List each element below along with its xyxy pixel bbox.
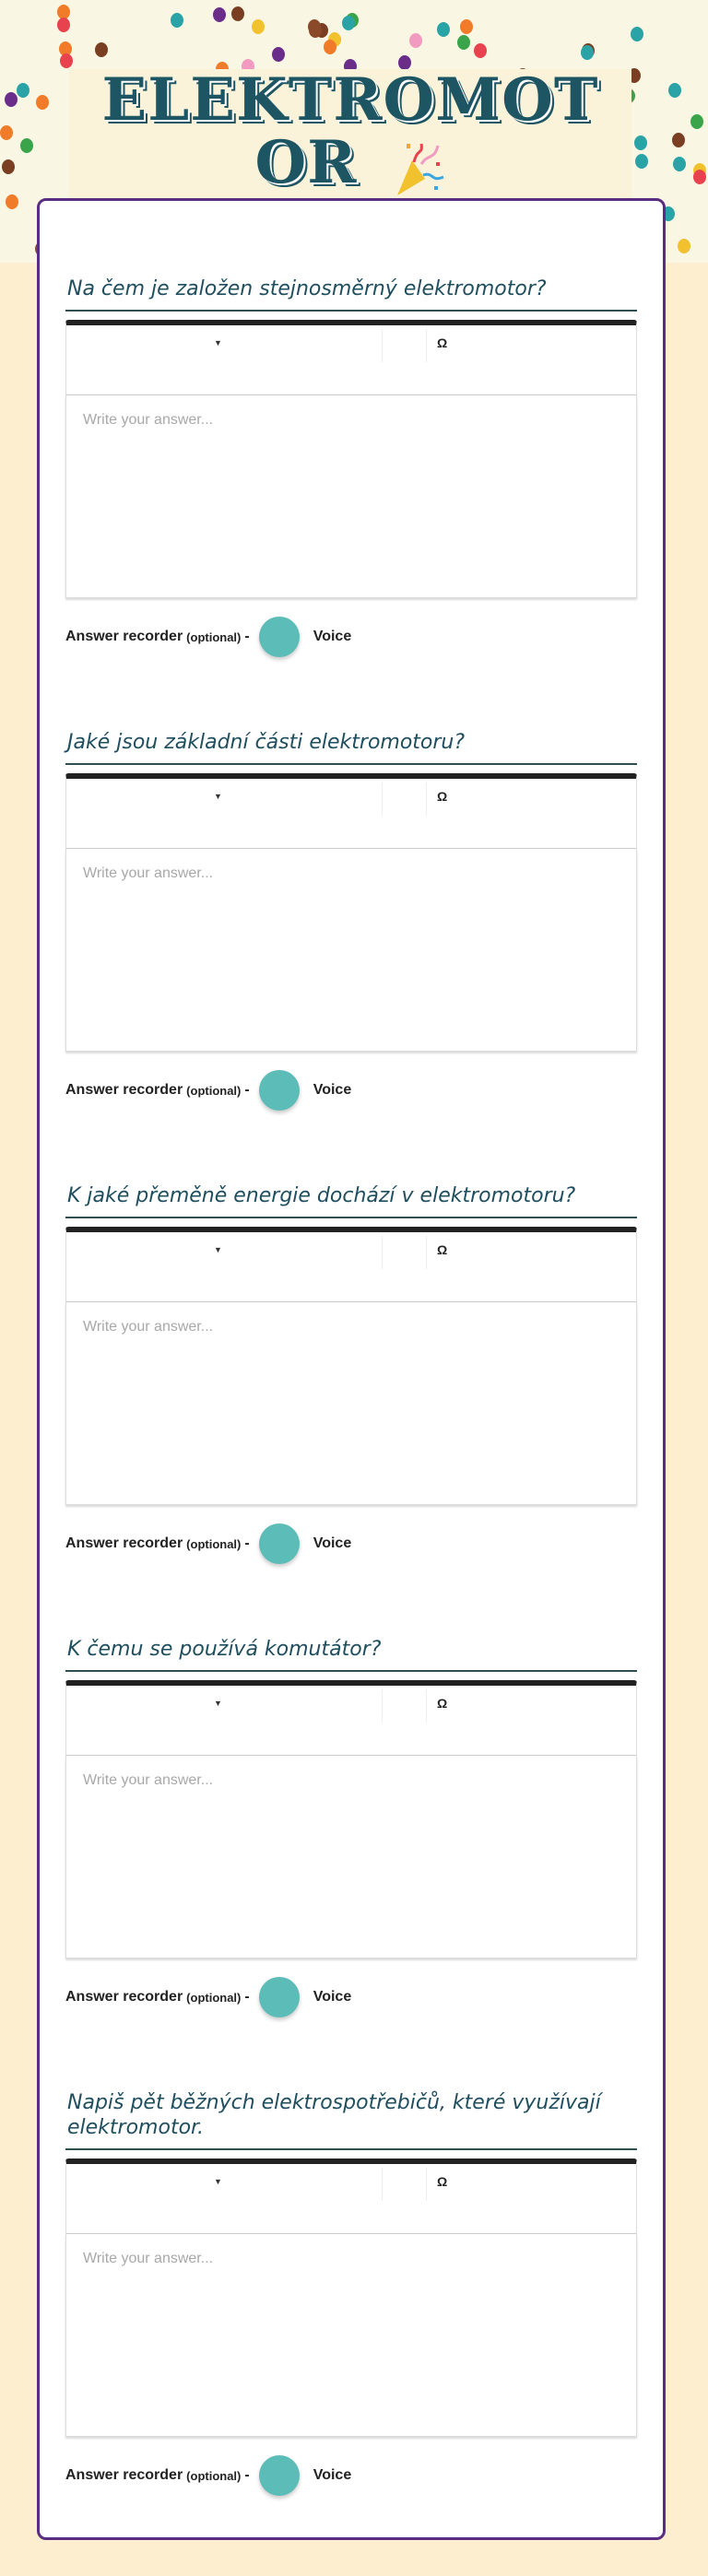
confetti-dot [460,19,473,34]
answer-area [65,1302,637,1505]
confetti-dot [342,16,355,30]
special-characters-button[interactable]: Ω [437,1696,448,1711]
font-dropdown-caret-icon[interactable]: ▼ [214,792,222,801]
confetti-dot [409,33,422,48]
answer-recorder [65,1977,637,2017]
recorder-label: Answer recorder [65,1989,183,2005]
font-dropdown-caret-icon[interactable]: ▼ [214,338,222,347]
record-voice-button[interactable] [259,1523,300,1564]
recorder-optional: (optional) [186,1536,242,1551]
answer-input[interactable] [81,864,625,1040]
special-characters-button[interactable]: Ω [437,335,448,350]
party-popper-icon [394,138,445,197]
recorder-optional: (optional) [186,629,242,644]
confetti-dot [2,159,15,174]
answer-input[interactable] [81,410,625,586]
special-characters-button[interactable]: Ω [437,789,448,804]
toolbar-divider [382,1689,383,1723]
recorder-optional: (optional) [186,1990,242,2005]
question-title: Jaké jsou základní části elektromotoru? [67,731,466,754]
voice-label: Voice [313,1989,352,2005]
confetti-dot [17,83,30,98]
answer-area [65,849,637,1052]
toolbar-divider [426,1689,427,1723]
editor-toolbar [65,320,637,395]
worksheet-card [37,198,666,2540]
confetti-dot [252,19,265,34]
recorder-label: Answer recorder [65,1535,183,1551]
special-characters-button[interactable]: Ω [437,2174,448,2189]
record-voice-button[interactable] [259,617,300,657]
recorder-dash: - [244,629,250,644]
question-block [65,2090,637,2496]
question-divider [65,763,637,765]
confetti-dot [57,18,70,32]
confetti-dot [95,42,108,57]
record-voice-button[interactable] [259,1070,300,1111]
recorder-optional: (optional) [186,2468,242,2483]
confetti-dot [668,83,681,98]
confetti-dot [171,13,183,28]
question-divider [65,1670,637,1672]
question-block [65,276,637,657]
editor-toolbar [65,1227,637,1302]
recorder-label: Answer recorder [65,629,183,644]
confetti-dot [581,45,594,60]
confetti-dot [693,170,706,184]
confetti-dot [690,114,703,129]
voice-label: Voice [313,1535,352,1551]
confetti-dot [474,43,487,58]
font-dropdown-caret-icon[interactable]: ▼ [214,2177,222,2186]
editor-toolbar [65,773,637,849]
question-title: K jaké přeměně energie dochází v elektromotoru? [67,1184,576,1207]
confetti-dot [272,47,285,62]
answer-area [65,395,637,598]
confetti-dot [308,19,321,34]
confetti-dot [437,22,450,37]
confetti-dot [631,27,643,41]
confetti-dot [20,138,33,153]
confetti-dot [457,35,470,50]
voice-label: Voice [313,629,352,644]
recorder-optional: (optional) [186,1083,242,1098]
record-voice-button[interactable] [259,1977,300,2017]
question-divider [65,2148,637,2150]
answer-input[interactable] [81,1317,625,1493]
question-title: K čemu se používá komutátor? [67,1638,382,1661]
editor-toolbar [65,2158,637,2234]
recorder-dash: - [244,1989,250,2005]
answer-recorder [65,617,637,657]
recorder-dash: - [244,1082,250,1098]
voice-label: Voice [313,1082,352,1098]
special-characters-button[interactable]: Ω [437,1242,448,1257]
question-block [65,1183,637,1564]
question-block [65,730,637,1111]
answer-area [65,1756,637,1958]
question-divider [65,1217,637,1218]
toolbar-divider [426,2168,427,2201]
toolbar-divider [426,1236,427,1269]
answer-input[interactable] [81,2249,625,2425]
recorder-label: Answer recorder [65,2467,183,2483]
toolbar-divider [382,329,383,362]
confetti-dot [0,125,13,140]
answer-recorder [65,2455,637,2496]
confetti-dot [5,92,18,107]
toolbar-divider [382,1236,383,1269]
confetti-dot [6,194,18,209]
page-title: ELEKTROMOTOR [101,65,599,197]
confetti-dot [672,133,685,147]
toolbar-divider [382,2168,383,2201]
confetti-dot [324,40,336,54]
confetti-dot [60,53,73,68]
confetti-dot [231,6,244,21]
editor-toolbar [65,1680,637,1756]
confetti-dot [673,157,686,171]
question-title: Na čem je založen stejnosměrný elektromotor? [67,277,547,300]
record-voice-button[interactable] [259,2455,300,2496]
recorder-label: Answer recorder [65,1082,183,1098]
toolbar-divider [426,782,427,816]
toolbar-divider [426,329,427,362]
recorder-dash: - [244,1535,250,1551]
font-dropdown-caret-icon[interactable]: ▼ [214,1245,222,1254]
question-divider [65,310,637,312]
voice-label: Voice [313,2467,352,2483]
confetti-dot [635,154,648,169]
confetti-dot [36,95,49,110]
answer-recorder [65,1070,637,1111]
answer-area [65,2234,637,2437]
recorder-dash: - [244,2467,250,2483]
toolbar-divider [382,782,383,816]
question-title: Napiš pět běžných elektrospotřebičů, které využívají elektromotor. [67,2091,601,2139]
answer-recorder [65,1523,637,1564]
answer-input[interactable] [81,1770,625,1947]
confetti-dot [634,135,647,150]
confetti-dot [213,7,226,22]
font-dropdown-caret-icon[interactable]: ▼ [214,1699,222,1708]
question-block [65,1637,637,2017]
header-banner [69,65,631,198]
confetti-dot [678,239,690,253]
